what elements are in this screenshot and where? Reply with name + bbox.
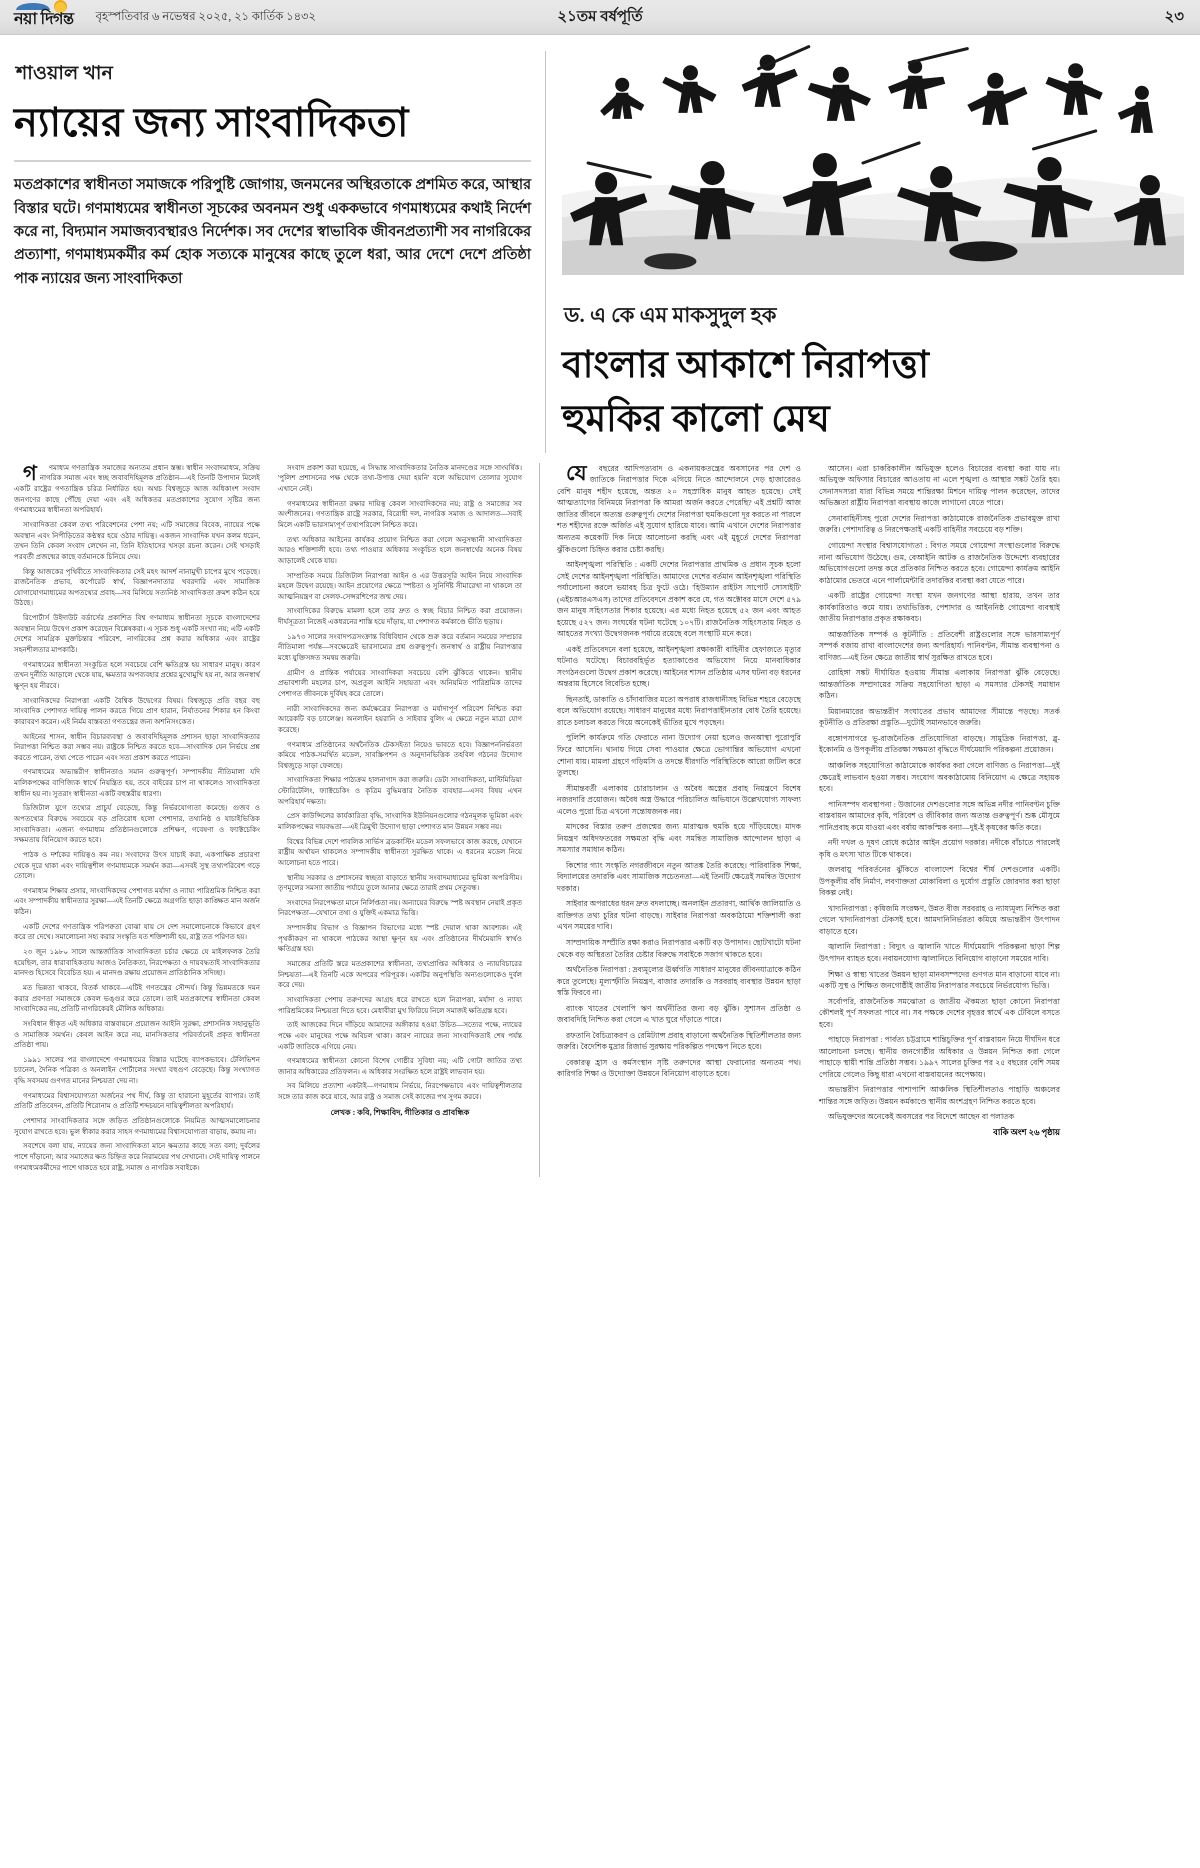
left-col1-para-18: সবশেষে বলা যায়, ন্যায়ের জন্য সাংবাদিকতা মানে ক্ষমতার কাছে সত্য বলা; দুর্বলের পাশে দাঁড়ানো; আর সমাজের ক্ষত চিহ্নিত করে নিরাময়ের পথ দেখানো। সেই দায়িত্ব পালনে গণমাধ্যমকর্মীদের পাশে থাকতে হবে রাষ্ট্র, সমাজ ও নাগরিক সবাইকে।	[14, 1142, 260, 1172]
left-col1-para-12: ২৩ জুন ১৯৮০ সালে আন্তর্জাতিক সাংবাদিকতা চর্চার ক্ষেত্রে যে মাইলফলক তৈরি হয়েছিল, তার ধারাবাহিকতায় আজও নৈতিকতা, নিরপেক্ষতা ও দায়বদ্ধতাই সাংবাদিকতার মানদণ্ড হিসেবে বিবেচিত হয়। এ মানদণ্ড রক্ষায় প্রয়োজন প্রাতিষ্ঠানিক সদিচ্ছা।	[14, 948, 260, 978]
column-separator	[539, 463, 540, 1177]
right-col4-para-0: আসেন। এরা চাকরিকালীন অভিযুক্ত হলেও বিচারের ব্যবস্থা করা যায় না। অভিযুক্ত অফিসার বিচারের আওতায় না এলে শৃঙ্খলা ও আস্থার সঙ্কট তৈরি হয়। সেনাসদস্যরা যারা বিভিন্ন সময়ে শান্তিরক্ষা মিশনে দায়িত্ব পালন করেছেন, তাদের অভিজ্ঞতা রাষ্ট্রীয় নিরাপত্তা ব্যবস্থায় কাজে লাগানো যেতে পারে।	[819, 463, 1060, 508]
left-col2-para-19: সব মিলিয়ে প্রত্যাশা একটাই—গণমাধ্যম নির্ভয়ে, নিরপেক্ষভাবে এবং দায়িত্বশীলতার সঙ্গে তার কাজ করে যাবে, আর রাষ্ট্র ও সমাজ সেই কাজের পথ সুগম করবে।	[278, 1082, 522, 1102]
right-col4-para-5: রোহিঙ্গা সঙ্কট দীর্ঘায়িত হওয়ায় সীমান্ত এলাকায় নিরাপত্তা ঝুঁকি বেড়েছে। আন্তর্জাতিক সম্প্রদায়ের সক্রিয় সহযোগিতা ছাড়া এ সমস্যার টেকসই সমাধান কঠিন।	[819, 668, 1060, 701]
right-article-headline-line2: হুমকির কালো মেঘ	[562, 399, 830, 441]
dropcap-2: যে	[566, 460, 587, 485]
right-col4-para-7: বঙ্গোপসাগরে ভূ-রাজনৈতিক প্রতিযোগিতা বাড়ছে। সামুদ্রিক নিরাপত্তা, ব্লু-ইকোনমি ও উপকূলীয় প্রতিরক্ষা সক্ষমতা বৃদ্ধিতে দীর্ঘমেয়াদি পরিকল্পনা প্রয়োজন।	[819, 733, 1060, 755]
right-col3-para-6: মাদকের বিস্তার তরুণ প্রজন্মের জন্য মারাত্মক হুমকি হয়ে দাঁড়িয়েছে। মাদক নিয়ন্ত্রণ অধিদফতরের সক্ষমতা বৃদ্ধি এবং সমন্বিত সামাজিক আন্দোলন ছাড়া এ সমস্যার সমাধান কঠিন।	[557, 822, 801, 855]
left-col2-para-6: গ্রামীণ ও প্রান্তিক পর্যায়ের সাংবাদিকরা সবচেয়ে বেশি ঝুঁকিতে থাকেন। স্থানীয় প্রভাবশালী মহলের চাপ, অপ্রতুল আইনি সহায়তা এবং অনিয়মিত পারিশ্রমিক তাদের পেশাগত জীবনকে দুর্বিষহ করে তোলে।	[278, 668, 522, 698]
left-col1-para-4: গণমাধ্যমের স্বাধীনতা সংকুচিত হলে সবচেয়ে বেশি ক্ষতিগ্রস্ত হয় সাধারণ মানুষ। কারণ তখন দুর্নীতি আড়ালে থেকে যায়, ক্ষমতার অপব্যবহার প্রশ্নের মুখোমুখি হয় না, আর জনস্বার্থ ক্ষুণ্ন হয় নীরবে।	[14, 660, 260, 690]
masthead-anniversary-title: ২১তম বর্ষপূর্তি	[557, 8, 643, 25]
left-article-headline: ন্যায়ের জন্য সাংবাদিকতা	[14, 100, 409, 145]
right-col4-para-8: আঞ্চলিক সহযোগিতা কাঠামোকে কার্যকর করা গেলে বাণিজ্য ও নিরাপত্তা—দুই ক্ষেত্রেই লাভবান হওয়া সম্ভব। সংযোগ অবকাঠামোয় বিনিয়োগ এ ক্ষেত্রে সহায়ক হবে।	[819, 761, 1060, 794]
right-article-header	[546, 35, 1200, 453]
left-col2-para-3: সাম্প্রতিক সময়ে ডিজিটাল নিরাপত্তা আইন ও এর উত্তরসূরি আইন নিয়ে সাংবাদিক মহলে উদ্বেগ রয়েছে। আইন প্রয়োগের ক্ষেত্রে স্পষ্টতা ও সুনির্দিষ্ট সীমারেখা না থাকলে তা আত্মনিয়ন্ত্রণ বা সেলফ-সেন্সরশিপের জন্ম দেয়।	[278, 571, 522, 601]
right-col4-para-4: আন্তর্জাতিক সম্পর্ক ও কূটনীতি : প্রতিবেশী রাষ্ট্রগুলোর সঙ্গে ভারসাম্যপূর্ণ সম্পর্ক বজায় রাখা বাংলাদেশের জন্য অপরিহার্য। পানিবণ্টন, সীমান্ত ব্যবস্থাপনা ও বাণিজ্য—এই তিন ক্ষেত্রে জাতীয় স্বার্থ সুরক্ষিত রাখতে হবে।	[819, 629, 1060, 662]
right-col4-para-3: একটি রাষ্ট্রের গোয়েন্দা সংস্থা যখন জনগণের আস্থা হারায়, তখন তার কার্যকারিতাও কমে যায়। তথ্যভিত্তিক, পেশাদার ও আইননিষ্ঠ গোয়েন্দা ব্যবস্থাই জাতীয় নিরাপত্তার প্রকৃত রক্ষাকবচ।	[819, 591, 1060, 624]
left-col1-para-11: একটি দেশের গণতান্ত্রিক পরিপক্বতা বোঝা যায় সে দেশ সমালোচনাকে কিভাবে গ্রহণ করে তা দেখে। সমালোচনা সহ্য করার সংস্কৃতি যত শক্তিশালী হয়, রাষ্ট্র তত পরিণত হয়।	[14, 922, 260, 942]
left-col2-para-15: সমাজের প্রতিটি স্তরে মতপ্রকাশের স্বাধীনতা, তথ্যপ্রাপ্তির অধিকার ও ন্যায়বিচারের নিশ্চয়তা—এই তিনটি একে অপরের পরিপূরক। একটির অনুপস্থিতি অন্যগুলোকেও দুর্বল করে দেয়।	[278, 960, 522, 990]
right-col4-para-15: সর্বোপরি, রাজনৈতিক সমঝোতা ও জাতীয় ঐকমত্য ছাড়া কোনো নিরাপত্তা কৌশলই পূর্ণ সফলতা পাবে না। সব পক্ষকে দেশের বৃহত্তর স্বার্থে এক টেবিলে বসতে হবে।	[819, 996, 1060, 1029]
left-col1-para-6: আইনের শাসন, স্বাধীন বিচারব্যবস্থা ও জবাবদিহিমূলক প্রশাসন ছাড়া সাংবাদিকতার নিরাপত্তা নিশ্চিত করা সম্ভব নয়। রাষ্ট্রকে নিশ্চিত করতে হবে—সাংবাদিক যেন নির্ভয়ে প্রশ্ন করতে পারেন, তথ্য পেতে পারেন এবং সত্য প্রকাশ করতে পারেন।	[14, 732, 260, 762]
left-col2-para-10: প্রেস কাউন্সিলের কার্যকারিতা বৃদ্ধি, সাংবাদিক ইউনিয়নগুলোর গঠনমূলক ভূমিকা এবং মালিকপক্ষের দায়বদ্ধতা—এই ত্রিমুখী উদ্যোগ ছাড়া পেশাগত মান উন্নয়ন সম্ভব নয়।	[278, 812, 522, 831]
left-col1-para-8: ডিজিটাল যুগে তথ্যের প্রাচুর্য বেড়েছে, কিন্তু নির্ভরযোগ্যতা কমেছে। গুজব ও অপতথ্যের বিরুদ্ধে সবচেয়ে বড় প্রতিরোধ হলো পেশাদার, তথ্যনিষ্ঠ ও যাচাইভিত্তিক সাংবাদিকতা। এজন্য গণমাধ্যম প্রতিষ্ঠানগুলোকে প্রশিক্ষণ, গবেষণা ও ফ্যাক্টচেকিং সক্ষমতায় বিনিয়োগ করতে হবে।	[14, 804, 260, 845]
left-col1-para-15: ১৯৯১ সালের পর বাংলাদেশে গণমাধ্যমের বিস্তার ঘটেছে ব্যাপকভাবে। টেলিভিশন চ্যানেল, দৈনিক পত্রিকা ও অনলাইন পোর্টালের সংখ্যা বহুগুণ বেড়েছে। কিন্তু সংখ্যাগত বৃদ্ধি সবসময় গুণগত মানের নিশ্চয়তা দেয় না।	[14, 1055, 260, 1086]
right-col3-para-3: ছিনতাই, ডাকাতি ও চাঁদাবাজির মতো অপরাধ রাজধানীসহ বিভিন্ন শহরে বেড়েছে বলে অভিযোগ রয়েছে। সাধারণ মানুষের মধ্যে নিরাপত্তাহীনতার বোধ তৈরি হয়েছে। রাতে চলাচল করতে গিয়ে অনেকেই ভীতির মুখে পড়ছেন।	[557, 694, 801, 727]
left-col1-para-2: কিন্তু আজকের পৃথিবীতে সাংবাদিকতার সেই মহৎ আদর্শ নানামুখী চাপের মুখে পড়েছে। রাজনৈতিক প্রভাব, কর্পোরেট স্বার্থ, বিজ্ঞাপনদাতার খবরদারি এবং সামাজিক যোগাযোগমাধ্যমের অপতথ্যের প্রবাহ—সব মিলিয়ে সত্যনিষ্ঠ সাংবাদিকতা ক্রমশ কঠিন হয়ে উঠছে।	[14, 567, 260, 608]
left-article-header	[0, 35, 545, 453]
right-col4-para-12: খাদ্যনিরাপত্তা : কৃষিজমি সংরক্ষণ, উন্নত বীজ সরবরাহ ও ন্যায্যমূল্য নিশ্চিত করা গেলে খাদ্যনিরাপত্তা টেকসই হবে। আমদানিনির্ভরতা কমিয়ে অভ্যন্তরীণ উৎপাদন বাড়াতে হবে।	[819, 903, 1060, 936]
left-col2-para-14: সম্পাদকীয় বিভাগ ও বিজ্ঞাপন বিভাগের মধ্যে স্পষ্ট দেয়াল থাকা আবশ্যক। এই পৃথকীকরণ না থাকলে পাঠকের আস্থা ক্ষুণ্ন হয় এবং প্রতিষ্ঠানের দীর্ঘমেয়াদি স্বার্থও ক্ষতিগ্রস্ত হয়।	[278, 924, 522, 954]
left-col1-para-7: গণমাধ্যমের অভ্যন্তরীণ স্বাধীনতাও সমান গুরুত্বপূর্ণ। সম্পাদকীয় নীতিমালা যদি মালিকপক্ষের বাণিজ্যিক স্বার্থে নিয়ন্ত্রিত হয়, তবে বাইরের চাপ না থাকলেও সাংবাদিকতা স্বাধীন হয় না। সুতরাং স্বাধীনতা একটি বহুস্তরীয় ধারণা।	[14, 768, 260, 798]
column-4	[810, 463, 1060, 1177]
right-col4-para-10: নদী দখল ও দূষণ রোধে কঠোর আইন প্রয়োগ দরকার। নদীকে বাঁচাতে পারলেই কৃষি ও মৎস্য খাত টিকে থাকবে।	[819, 838, 1060, 859]
left-article-standfirst: মতপ্রকাশের স্বাধীনতা সমাজকে পরিপুষ্টি জোগায়, জনমনের অস্থিরতাকে প্রশমিত করে, আস্থার বিস্তার ঘটে। গণমাধ্যমের স্বাধীনতা সূচকের অবনমন শুধু এককভাবে গণমাধ্যমের কথাই নির্দেশ করে না, বিদ্যমান সমাজব্যবস্থারও নির্দেশক। সব দেশের স্বাভাবিক জীবনপ্রত্যাশী সব নাগরিকের প্রত্যাশা, গণমাধ্যমকর্মীর কর্ম হোক সত্যকে মানুষের কাছে তুলে ধরা, আর দেশে দেশে প্রতিষ্ঠা পাক ন্যায়ের জন্য সাংবাদিকতা	[14, 177, 531, 287]
left-col1-para-0: গ ণমাধ্যম গণতান্ত্রিক সমাজের অন্যতম প্রধান স্তম্ভ। স্বাধীন সংবাদমাধ্যম, সক্রিয় নাগরিক সমাজ এবং স্বচ্ছ জবাবদিহিমূলক প্রতিষ্ঠান—এই তিনটি উপাদান মিলেই একটি রাষ্ট্রের গণতান্ত্রিক চরিত্র নির্ধারিত হয়। অথচ বিশ্বজুড়ে আজ অধিকাংশ সংবাদ জনগণের কাছে পৌঁছে দেয়া এবং এই অধিকতর মতপ্রকাশের সুযোগ সৃষ্টির জন্য গণমাধ্যমের স্বাধীনতা অপরিহার্য।	[14, 460, 260, 515]
left-col2-para-9: সাংবাদিকতা শিক্ষার পাঠ্যক্রম হালনাগাদ করা জরুরি। ডেটা সাংবাদিকতা, মাল্টিমিডিয়া স্টোরিটেলিং, ফ্যাক্টচেকিং ও কৃত্রিম বুদ্ধিমত্তার নৈতিক ব্যবহার—এসব বিষয় এখন অপরিহার্য দক্ষতা।	[278, 776, 522, 806]
left-col1-para-9: পাঠক ও দর্শকের দায়িত্বও কম নয়। সংবাদের উৎস যাচাই করা, একপাক্ষিক প্রচারণা থেকে দূরে থাকা এবং দায়িত্বশীল গণমাধ্যমকে সমর্থন করা—এসবই সুস্থ তথ্যপরিবেশ গড়ে তোলে।	[14, 850, 260, 881]
top-block	[0, 35, 1200, 453]
left-col2-para-16: সাংবাদিকতা পেশায় তরুণদের আগ্রহ ধরে রাখতে হলে নিরাপত্তা, মর্যাদা ও ন্যায্য পারিশ্রমিকের নিশ্চয়তা দিতে হবে। মেধাবীরা মুখ ফিরিয়ে নিলে সমাজই ক্ষতিগ্রস্ত হবে।	[278, 995, 522, 1015]
left-col1-para-10: গণমাধ্যম শিক্ষার প্রসার, সাংবাদিকদের পেশাগত মর্যাদা ও ন্যায্য পারিশ্রমিক নিশ্চিত করা এবং সম্পাদকীয় স্বাধীনতার সুরক্ষা—এই তিনটি ক্ষেত্রে অগ্রগতি ছাড়া কাঙ্ক্ষিত মান অর্জন কঠিন।	[14, 886, 260, 917]
right-article-author: ড. এ কে এম মাকসুদুল হক	[564, 303, 777, 327]
left-col2-para-8: গণমাধ্যম প্রতিষ্ঠানের অর্থনৈতিক টেকসইতা নিয়েও ভাবতে হবে। বিজ্ঞাপননির্ভরতা কমিয়ে পাঠক-সমর্থিত মডেল, সাবস্ক্রিপশন ও অনুদানভিত্তিক তহবিল গঠনের উদ্যোগ বিশ্বজুড়ে সাড়া ফেলছে।	[278, 740, 522, 770]
left-col1-para-13: মত ভিন্নতা থাকবে, বিতর্ক থাকবে—এটিই গণতন্ত্রের সৌন্দর্য। কিন্তু ভিন্নমতকে দমন করার প্রবণতা সমাজকে কেবল ভঙ্গুর করে তোলে। তাই মতপ্রকাশের স্বাধীনতা কেবল সাংবাদিকের নয়, প্রতিটি নাগরিকেরই মৌলিক অধিকার।	[14, 983, 260, 1014]
right-col4-para-17: অভ্যন্তরীণ নিরাপত্তার পাশাপাশি আঞ্চলিক স্থিতিশীলতাও পাহাড়ি অঞ্চলের শান্তির সঙ্গে জড়িত। উন্নয়ন কর্মকাণ্ডে স্থানীয় অংশগ্রহণ নিশ্চিত করতে হবে।	[819, 1085, 1060, 1106]
right-col3-para-8: সাইবার অপরাধের ধরন দ্রুত বদলাচ্ছে। অনলাইন প্রতারণা, আর্থিক জালিয়াতি ও ব্যক্তিগত তথ্য চুরির ঘটনা বাড়ছে। সাইবার নিরাপত্তা অবকাঠামো শক্তিশালী করা এখন সময়ের দাবি।	[557, 899, 801, 932]
left-col2-para-12: স্থানীয় সরকার ও প্রশাসনের স্বচ্ছতা বাড়াতে স্থানীয় সংবাদমাধ্যমের ভূমিকা অপরিসীম। তৃণমূলের সমস্যা জাতীয় পর্যায়ে তুলে আনার ক্ষেত্রে তারাই প্রথম সেতুবন্ধ।	[278, 873, 522, 893]
page-number: ২৩	[1164, 8, 1184, 25]
column-1	[14, 460, 269, 1177]
left-article-author-note: লেখক : কবি, শিক্ষাবিদ, গীতিকার ও প্রাবন্ধিক	[330, 1107, 470, 1117]
right-col4-para-9: পানিসম্পদ ব্যবস্থাপনা : উজানের দেশগুলোর সঙ্গে অভিন্ন নদীর পানিবণ্টন চুক্তি বাস্তবায়ন আমাদের কৃষি, পরিবেশ ও জীবিকার জন্য অত্যন্ত গুরুত্বপূর্ণ। শুষ্ক মৌসুমে পানিপ্রবাহ কমে যাওয়া এবং বর্ষায় আকস্মিক বন্যা—দুই-ই কৃষকের ক্ষতি করে।	[819, 799, 1060, 832]
right-col4-para-2: গোয়েন্দা সংস্থার বিশ্বাসযোগ্যতা : বিগত সময়ে গোয়েন্দা সংস্থাগুলোর বিরুদ্ধে নানা অভিযোগ উঠেছে। গুম, বেআইনি আটক ও রাজনৈতিক উদ্দেশ্যে ব্যবহারের অভিযোগগুলো তদন্ত করে প্রতিকার নিশ্চিত করতে হবে। গোয়েন্দা কার্যক্রম আইনি কাঠামোর ভেতরে এনে পার্লামেন্টারি তদারকির ব্যবস্থা করা যেতে পারে।	[819, 540, 1060, 585]
right-col3-para-10: অর্থনৈতিক নিরাপত্তা : দ্রব্যমূল্যের ঊর্ধ্বগতি সাধারণ মানুষের জীবনযাত্রাকে কঠিন করে তুলেছে। মূল্যস্ফীতি নিয়ন্ত্রণ, বাজার তদারকি ও সরবরাহ ব্যবস্থার উন্নয়ন ছাড়া স্বস্তি ফিরবে না।	[557, 965, 801, 998]
right-col4-para-14: শিক্ষা ও স্বাস্থ্য খাতের উন্নয়ন ছাড়া মানবসম্পদের গুণগত মান বাড়ানো যাবে না। একটি সুস্থ ও শিক্ষিত জনগোষ্ঠীই জাতীয় নিরাপত্তার সবচেয়ে নির্ভরযোগ্য ভিত্তি।	[819, 969, 1060, 991]
continued-note: বাকি অংশ ২৬ পৃষ্ঠায়	[993, 1127, 1060, 1137]
left-col2-para-4: সাংবাদিকের বিরুদ্ধে মামলা হলে তার দ্রুত ও স্বচ্ছ বিচার নিশ্চিত করা প্রয়োজন। দীর্ঘসূত্রতা নিজেই একধরনের শাস্তি হয়ে দাঁড়ায়, যা পেশাগত কর্মকাণ্ডে ভীতি ছড়ায়।	[278, 607, 522, 627]
left-col1-para-5: সাংবাদিকদের নিরাপত্তা একটি বৈশ্বিক উদ্বেগের বিষয়। বিশ্বজুড়ে প্রতি বছর বহু সাংবাদিক পেশাগত দায়িত্ব পালন করতে গিয়ে প্রাণ হারান, নির্যাতনের শিকার হন কিংবা কারাবরণ করেন। এই নির্মম বাস্তবতা গণতন্ত্রের জন্য অশনিসংকেত।	[14, 696, 260, 726]
right-article-headline-line1: বাংলার আকাশে নিরাপত্তা	[562, 345, 929, 386]
left-col2-para-5: ১৯৭৩ সালের সংবাদপত্রসংক্রান্ত বিধিবিধান থেকে শুরু করে বর্তমান সময়ের সম্প্রচার নীতিমালা পর্যন্ত—সবক্ষেত্রেই ভারসাম্যের প্রশ্ন গুরুত্বপূর্ণ। জনস্বার্থ ও রাষ্ট্রীয় নিরাপত্তার মধ্যে যুক্তিসঙ্গত সমন্বয় জরুরি।	[278, 632, 522, 663]
right-col3-para-4: পুলিশি কার্যক্রমে গতি ফেরাতে নানা উদ্যোগ নেয়া হলেও জনআস্থা পুরোপুরি ফিরে আসেনি। থানায় গিয়ে সেবা পাওয়ার ক্ষেত্রে ভোগান্তির অভিযোগ এখনো শোনা যায়। মামলা গ্রহণে গড়িমসি ও তদন্তে ধীরগতি পরিস্থিতিকে আরো জটিল করে তুলছে।	[557, 733, 801, 778]
left-col1-para-14: সংবিধান স্বীকৃত এই অধিকার বাস্তবায়নে প্রয়োজন আইনি সুরক্ষা, প্রশাসনিক সহানুভূতি ও সামাজিক সমর্থন। কেবল আইন করে নয়, মানসিকতার পরিবর্তনেই প্রকৃত স্বাধীনতা প্রতিষ্ঠা পায়।	[14, 1019, 260, 1050]
logo-text: নয়া দিগন্ত	[14, 11, 74, 28]
left-col1-para-16: গণমাধ্যমের বিশ্বাসযোগ্যতা অর্জনের পথ দীর্ঘ, কিন্তু তা হারানো মুহূর্তের ব্যাপার। তাই প্রতিটি প্রতিবেদন, প্রতিটি শিরোনাম ও প্রতিটি শব্দচয়নে দায়িত্বশীলতা অপরিহার্য।	[14, 1091, 260, 1111]
masthead	[0, 0, 1200, 35]
right-col4-para-1: সেনাবাহিনীসহ পুরো দেশের নিরাপত্তা কাঠামোকে রাজনৈতিক প্রভাবমুক্ত রাখা জরুরি। পেশাদারিত্ব ও নিরপেক্ষতাই একটি বাহিনীর সবচেয়ে বড় শক্তি।	[819, 513, 1060, 535]
left-col2-para-13: সংবাদের নিরপেক্ষতা মানে নির্লিপ্ততা নয়। অন্যায়ের বিরুদ্ধে স্পষ্ট অবস্থান নেয়াই প্রকৃত নিরপেক্ষতা—যেখানে তথ্য ও যুক্তিই একমাত্র ভিত্তি।	[278, 898, 522, 918]
column-3	[548, 460, 810, 1177]
body-columns	[0, 453, 1200, 1177]
left-col1-para-1: সাংবাদিকতা কেবল তথ্য পরিবেশনের পেশা নয়; এটি সমাজের বিবেক, ন্যায়ের পক্ষে অবস্থান এবং নিপীড়িতের কণ্ঠস্বর হয়ে ওঠার দায়িত্ব। একজন সাংবাদিক যখন কলম ধরেন, তখন তিনি কেবল সংবাদ লেখেন না, তিনি ইতিহাসের খসড়া রচনা করেন। সেই খসড়াই পরবর্তী প্রজন্মের কাছে বর্তমানকে চিনিয়ে দেয়।	[14, 520, 260, 561]
right-col3-para-1: আইনশৃঙ্খলা পরিস্থিতি : একটি দেশের নিরাপত্তার প্রাথমিক ও প্রধান সূচক হলো সেই দেশের আইনশৃঙ্খলা পরিস্থিতি। আমাদের দেশের বর্তমান আইনশৃঙ্খলা পরিস্থিতি পর্যালোচনা করলে ভয়াবহ চিত্র ফুটে ওঠে। 'হিউম্যান রাইটস সাপোর্ট সোসাইটি' (এইচআরএসএস) তাদের প্রতিবেদনে প্রকাশ করে যে, গত অক্টোবর মাসে দেশে ৫৭৯ জন মানুষ সহিংসতার শিকার হয়েছে। এর মধ্যে নিহত হয়েছে ৫২ জন এবং আহত হয়েছে ৫২৭ জন। সংঘর্ষের ঘটনা ঘটেছে ১০৭টি। রাজনৈতিক সহিংসতায় নিহত ও আহতের সংখ্যা উদ্বেগজনক পর্যায়ে রয়েছে বলে সংস্থাটি মনে করে।	[557, 560, 801, 639]
right-col3-para-2: একই প্রতিবেদনে বলা হয়েছে, আইনশৃঙ্খলা রক্ষাকারী বাহিনীর হেফাজতে মৃত্যুর ঘটনাও ঘটেছে। বিচারবহির্ভূত হত্যাকাণ্ডের অভিযোগ নিয়ে মানবাধিকার সংগঠনগুলো উদ্বেগ প্রকাশ করেছে। আইনের শাসন প্রতিষ্ঠায় এসব ঘটনা বড় ধরনের অন্তরায় হিসেবে বিবেচিত হচ্ছে।	[557, 644, 801, 689]
news-photo	[562, 45, 1184, 275]
left-col2-para-2: তথ্য অধিকার আইনের কার্যকর প্রয়োগ নিশ্চিত করা গেলে অনুসন্ধানী সাংবাদিকতা আরও শক্তিশালী হবে। তথ্য পাওয়ার অধিকার সংকুচিত হলে জনস্বার্থের অনেক বিষয় আড়ালেই থেকে যায়।	[278, 535, 522, 565]
right-col4-para-16: পাহাড়ে নিরাপত্তা : পার্বত্য চট্টগ্রামে শান্তিচুক্তির পূর্ণ বাস্তবায়ন নিয়ে দীর্ঘদিন ধরে আলোচনা চলছে। স্থানীয় জনগোষ্ঠীর অধিকার ও উন্নয়ন নিশ্চিত করা গেলে পাহাড়ে স্থায়ী শান্তি প্রতিষ্ঠা সম্ভব। ১৯৯৭ সালের চুক্তির পর ২৫ বছরের বেশি সময় পেরিয়ে গেলেও কিছু ধারা এখনো বাস্তবায়নের অপেক্ষায়।	[819, 1035, 1060, 1079]
left-col2-para-18: গণমাধ্যমের স্বাধীনতা কোনো বিশেষ গোষ্ঠীর সুবিধা নয়; এটি গোটা জাতির তথ্য জানার অধিকারের প্রতিফলন। এ অধিকার সংরক্ষিত হলে রাষ্ট্রই লাভবান হয়।	[278, 1057, 522, 1076]
right-col3-para-11: ব্যাংক খাতের খেলাপি ঋণ অর্থনীতির জন্য বড় ঝুঁকি। সুশাসন প্রতিষ্ঠা ও জবাবদিহি নিশ্চিত করা গেলে এ খাত ঘুরে দাঁড়াতে পারে।	[557, 1003, 801, 1025]
right-col3-para-12: রফতানি বৈচিত্র্যকরণ ও রেমিট্যান্স প্রবাহ বাড়ানো অর্থনৈতিক স্থিতিশীলতার জন্য জরুরি। বৈদেশিক মুদ্রার রিজার্ভ সুরক্ষায় পরিকল্পিত পদক্ষেপ নিতে হবে।	[557, 1030, 801, 1052]
left-col1-para-3: রিপোর্টার্স উইদাউট বর্ডার্সের প্রকাশিত বিশ্ব গণমাধ্যম স্বাধীনতা সূচকে বাংলাদেশের অবস্থান নিয়ে উদ্বেগ প্রকাশ করেছেন বিশ্লেষকরা। এ সূচক শুধু একটি সংখ্যা নয়; এটি একটি দেশের সামগ্রিক মুক্তচিন্তার পরিবেশ, নাগরিকের প্রশ্ন করার অধিকার এবং রাষ্ট্রের সহনশীলতার মাপকাঠি।	[14, 614, 260, 655]
column-2	[269, 463, 531, 1177]
left-col2-para-0: সংবাদ প্রকাশ করা হয়েছে, এ সিদ্ধান্ত সাংবাদিকতার নৈতিক মানদণ্ডের সঙ্গে সাংঘর্ষিক। 'পুলিশ প্রশাসনের পক্ষ থেকে তথ্য-উপাত্ত দেয়া হয়নি' বলে অভিযোগ তোলার সুযোগ এখানে নেই।	[278, 463, 522, 494]
masthead-date: বৃহস্পতিবার ৬ নভেম্বর ২০২৫, ২১ কার্তিক ১৪৩২	[95, 10, 316, 23]
right-col3-para-9: সাম্প্রদায়িক সম্প্রীতি রক্ষা করাও নিরাপত্তার একটি বড় উপাদান। ছোটখাটো ঘটনা থেকে বড় অস্থিরতা তৈরির চেষ্টার বিরুদ্ধে সবাইকে সজাগ থাকতে হবে।	[557, 937, 801, 959]
right-col3-para-5: সীমান্তবর্তী এলাকায় চোরাচালান ও অবৈধ অস্ত্রের প্রবাহ নিয়ন্ত্রণে বিশেষ নজরদারি প্রয়োজন। অবৈধ অস্ত্র উদ্ধারে পরিচালিত অভিযানে উল্লেখযোগ্য সাফল্য এলেও পুরো চিত্র এখনো সন্তোষজনক নয়।	[557, 783, 801, 816]
dropcap: গ	[23, 460, 37, 485]
right-col3-para-7: কিশোর গ্যাং সংস্কৃতি নগরজীবনে নতুন আতঙ্ক তৈরি করেছে। পারিবারিক শিক্ষা, বিদ্যালয়ের তদারকি এবং সামাজিক সচেতনতা—এই তিনটি ক্ষেত্রেই সমন্বিত উদ্যোগ দরকার।	[557, 860, 801, 893]
right-col4-para-6: মিয়ানমারের অভ্যন্তরীণ সংঘাতের প্রভাব আমাদের সীমান্তে পড়ছে। সতর্ক কূটনীতি ও প্রতিরক্ষা প্রস্তুতি—দুটোই সমানভাবে জরুরি।	[819, 706, 1060, 728]
headline-divider	[14, 160, 531, 162]
left-article-byline: শাওয়াল খান	[16, 63, 114, 84]
right-col4-para-13: জ্বালানি নিরাপত্তা : বিদ্যুৎ ও জ্বালানি খাতে দীর্ঘমেয়াদি পরিকল্পনা ছাড়া শিল্প উৎপাদন ব্যাহত হবে। নবায়নযোগ্য জ্বালানিতে বিনিয়োগ বাড়ানো সময়ের দাবি।	[819, 942, 1060, 963]
left-col2-para-7: নারী সাংবাদিকদের জন্য কর্মক্ষেত্রের নিরাপত্তা ও মর্যাদাপূর্ণ পরিবেশ নিশ্চিত করা আরেকটি বড় চ্যালেঞ্জ। অনলাইন হয়রানি ও সাইবার বুলিং এ ক্ষেত্রে নতুন মাত্রা যোগ করেছে।	[278, 704, 522, 734]
right-col3-para-13: বেকারত্ব হ্রাস ও কর্মসংস্থান সৃষ্টি তরুণদের আস্থা ফেরানোর অন্যতম পথ। কারিগরি শিক্ষা ও উদ্যোক্তা উন্নয়নে বিনিয়োগ বাড়াতে হবে।	[557, 1057, 801, 1079]
publication-logo[interactable]	[14, 1, 74, 33]
left-col2-para-11: বিশ্বের বিভিন্ন দেশে পাবলিক সার্ভিস ব্রডকাস্টিং মডেল সফলভাবে কাজ করছে, যেখানে রাষ্ট্রীয় অর্থায়ন থাকলেও সম্পাদকীয় স্বাধীনতা সুরক্ষিত থাকে। এ ধরনের মডেল নিয়ে আলোচনা হতে পারে।	[278, 837, 522, 867]
left-col2-para-17: তাই আজকের দিনে দাঁড়িয়ে আমাদের অঙ্গীকার হওয়া উচিত—সত্যের পক্ষে, ন্যায়ের পক্ষে এবং মানুষের পক্ষে অবিচল থাকা। কারণ ন্যায়ের জন্য সাংবাদিকতাই শেষ পর্যন্ত একটি জাতিকে এগিয়ে নেয়।	[278, 1021, 522, 1051]
left-col1-para-17: পেশাদার সাংবাদিকতার সঙ্গে জড়িত প্রতিষ্ঠানগুলোকে নিয়মিত আত্মসমালোচনার সুযোগ রাখতে হবে। ভুল স্বীকার করার সাহস গণমাধ্যমের বিশ্বাসযোগ্যতা বাড়ায়, কমায় না।	[14, 1117, 260, 1136]
right-col3-para-0: যে বছরের আদিপত্যবাদ ও একনায়কতন্ত্রের অবসানের পর দেশ ও জাতিকে নিরাপত্তার দিকে এগিয়ে নিতে আন্দোলনে দেড় হাজারেরও বেশি মানুষ শহীদ হয়েছে, অন্তত ২০ সহস্রাধিক মানুষ আহত হয়েছে। সেই আত্মত্যাগের বিনিময়ে নিরাপত্তা কি আমরা অর্জন করতে পেরেছি? এই প্রশ্নটি আজ জাতির জীবনে অত্যন্ত গুরুত্বপূর্ণ। দেশের নিরাপত্তা হুমকিগুলো দূর করতে না পারলে শত শহীদের রক্তে অর্জিত এই সুযোগ হারিয়ে যাবে। আমি এখানে দেশের নিরাপত্তার অন্যতম কয়েকটি দিক নিয়ে আলোচনা করছি এবং এই মুহূর্তে দেশের নিরাপত্তা ঝুঁকিগুলো চিহ্নিত করার চেষ্টা করছি।	[557, 460, 801, 554]
right-col4-para-11: জলবায়ু পরিবর্তনের ঝুঁকিতে বাংলাদেশ বিশ্বের শীর্ষ দেশগুলোর একটি। উপকূলীয় বাঁধ নির্মাণ, লবণাক্ততা মোকাবিলা ও দুর্যোগ প্রস্তুতি জোরদার করা ছাড়া বিকল্প নেই।	[819, 865, 1060, 898]
left-col2-para-1: গণমাধ্যমের স্বাধীনতা রক্ষার দায়িত্ব কেবল সাংবাদিকদের নয়; রাষ্ট্র ও সমাজের সব অংশীজনের। গণতান্ত্রিক রাষ্ট্রে সরকার, বিরোধী দল, নাগরিক সমাজ ও আদালত—সবাই মিলে একটি ভারসাম্যপূর্ণ তথ্যপরিবেশ নিশ্চিত করে।	[278, 499, 522, 529]
right-col4-para-18: অভিযুক্তদের অনেকেই অবসরের পর বিদেশে আছেন বা পলাতক	[828, 1112, 1015, 1122]
